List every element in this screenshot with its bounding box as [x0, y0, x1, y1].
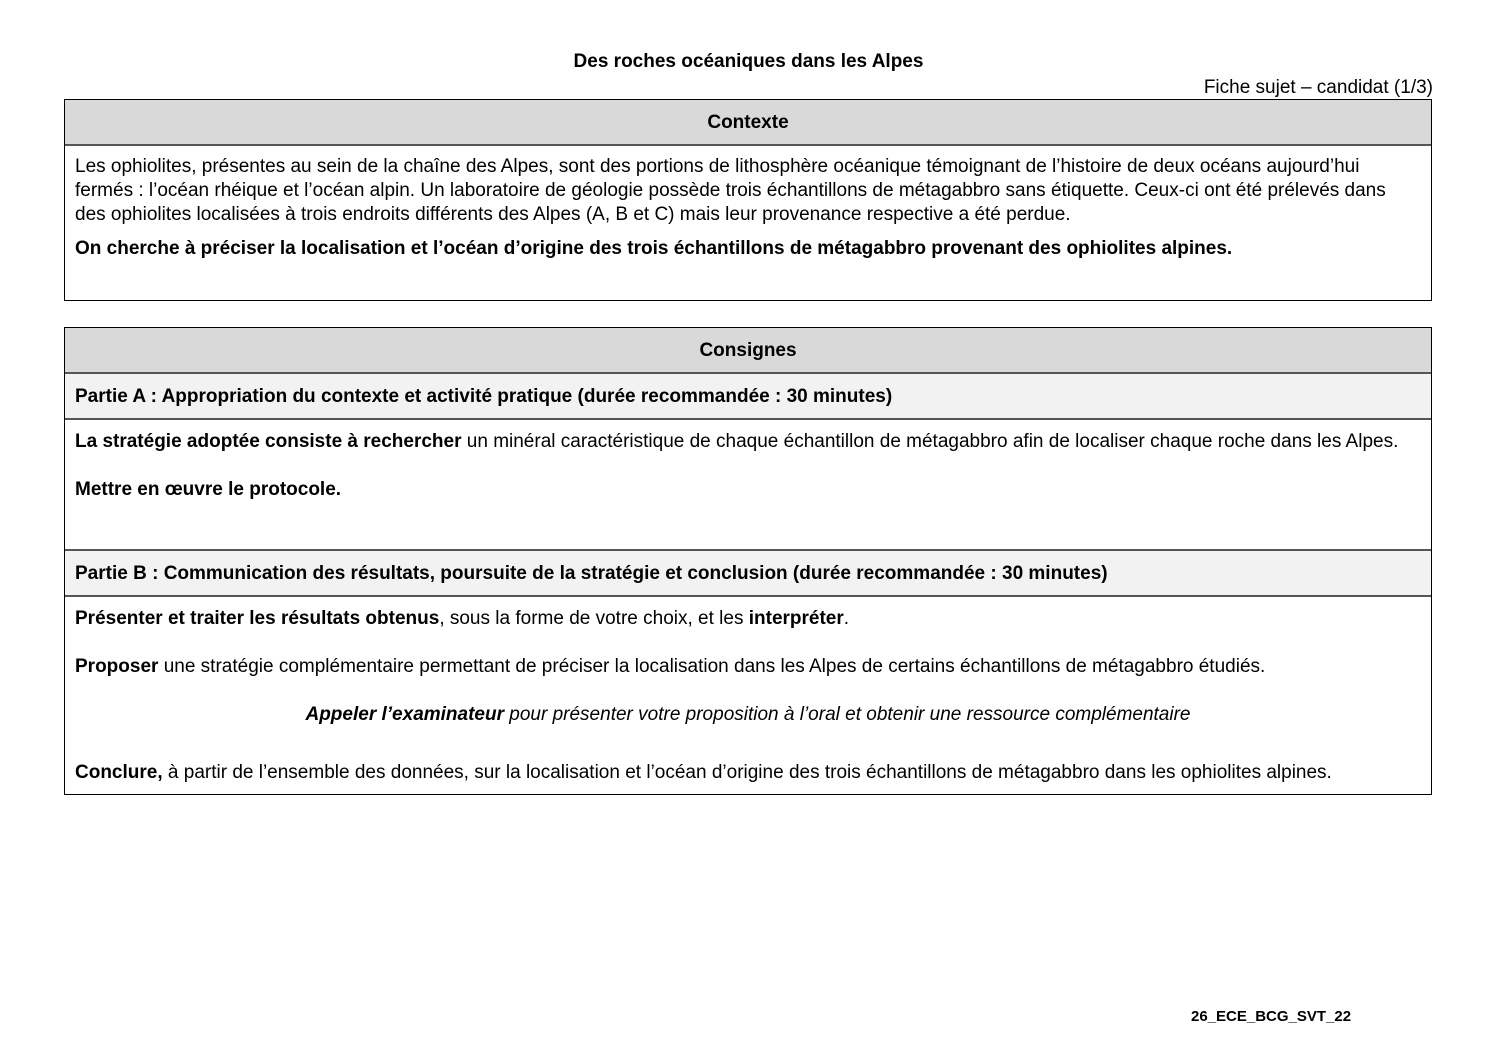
partie-b-body	[65, 597, 1431, 794]
present-end: .	[843, 608, 850, 629]
strategy-text: un minéral caractéristique de chaque échantillon de métagabbro afin de localiser chaque roche dans les Alpes.	[461, 431, 1399, 452]
consignes-section	[64, 327, 1432, 795]
partie-b-conclude	[75, 761, 1421, 785]
conclude-bold: Conclure,	[75, 762, 163, 783]
call-text: pour présenter votre proposition à l’oral et obtenir une ressource complémentaire	[504, 704, 1191, 725]
propose-bold: Proposer	[75, 656, 159, 677]
consignes-header: Consignes	[65, 328, 1431, 374]
partie-a-body	[65, 420, 1431, 551]
footer-code: 26_ECE_BCG_SVT_22	[1191, 1008, 1352, 1025]
partie-b-propose	[75, 655, 1421, 679]
present-mid: , sous la forme de votre choix, et les	[439, 608, 749, 629]
contexte-paragraph: Les ophiolites, présentes au sein de la chaîne des Alpes, sont des portions de lithosphère océanique témoignant de l’histoire de deux océans aujourd’hui fermés : l’océan rhéique et l’océan alpin. Un laboratoire de géologie possède trois échantillons de métagabbro sans étiquette. Ceux-ci ont été prélevés dans des ophiolites localisées à trois endroits différents des Alpes (A, B et C) mais leur provenance respective a été perdue.	[75, 156, 1386, 225]
call-bold: Appeler l’examinateur	[305, 704, 505, 725]
contexte-header: Contexte	[65, 100, 1431, 146]
partie-b-title: Partie B : Communication des résultats, poursuite de la stratégie et conclusion (durée recommandée : 30 minutes)	[65, 551, 1431, 597]
strategy-bold: La stratégie adoptée consiste à rechercher	[75, 431, 462, 452]
document-subtitle: Fiche sujet – candidat (1/3)	[1203, 77, 1433, 98]
document-title: Des roches océaniques dans les Alpes	[573, 51, 924, 72]
contexte-body	[65, 146, 1431, 300]
partie-b-call-examiner	[75, 703, 1421, 727]
propose-text: une stratégie complémentaire permettant de préciser la localisation dans les Alpes de certains échantillons de métagabbro étudiés.	[158, 656, 1266, 677]
contexte-section	[64, 99, 1432, 301]
partie-a-strategy	[75, 430, 1421, 454]
present-bold-2: interpréter	[748, 608, 844, 629]
partie-a-title: Partie A : Appropriation du contexte et activité pratique (durée recommandée : 30 minutes)	[65, 374, 1431, 420]
contexte-problem: On cherche à préciser la localisation et l’océan d’origine des trois échantillons de métagabbro provenant des ophiolites alpines.	[75, 238, 1233, 259]
present-bold: Présenter et traiter les résultats obtenus	[75, 608, 440, 629]
partie-a-instruction: Mettre en œuvre le protocole.	[75, 479, 342, 500]
partie-b-present	[75, 607, 1421, 631]
conclude-text: à partir de l’ensemble des données, sur la localisation et l’océan d’origine des trois échantillons de métagabbro dans les ophiolites alpines.	[162, 762, 1332, 783]
